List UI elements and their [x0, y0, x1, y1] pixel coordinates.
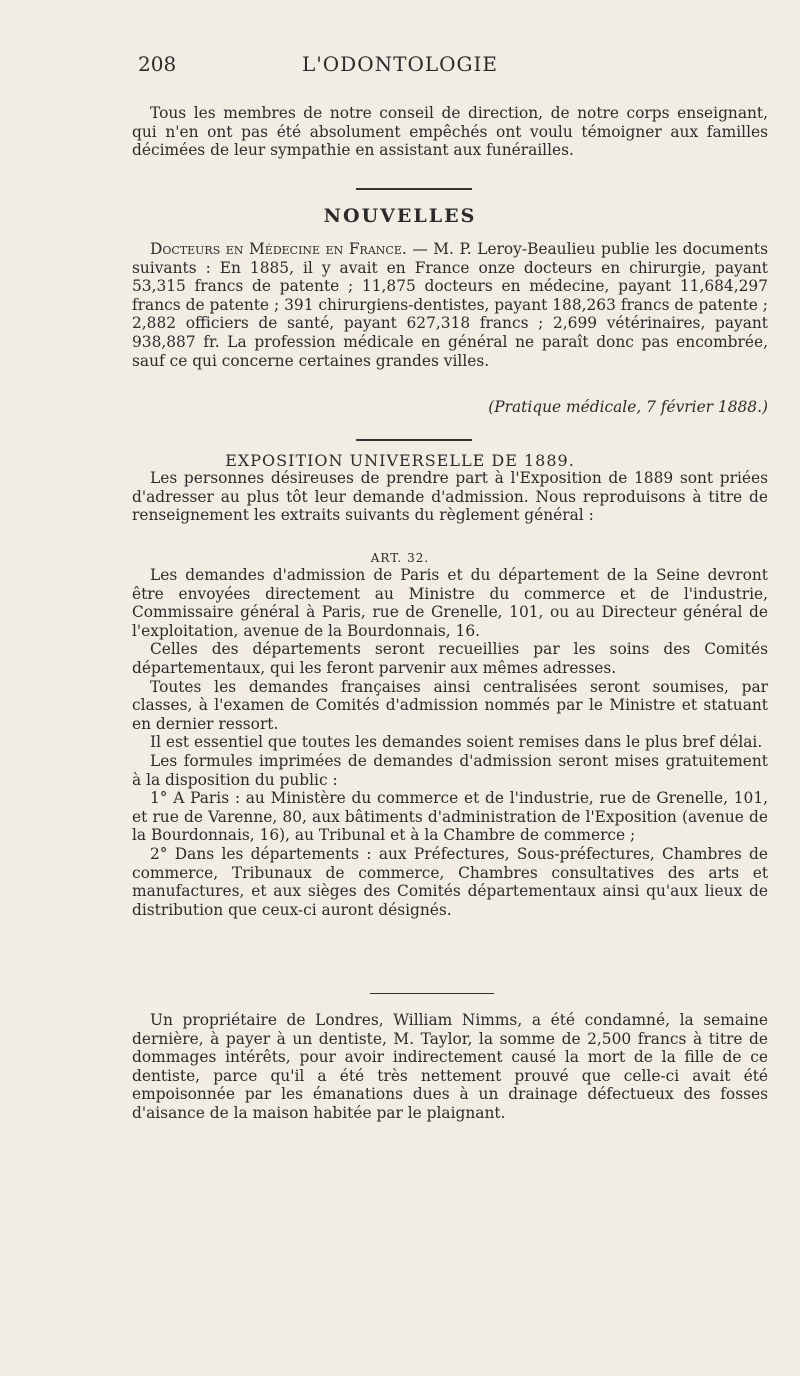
- nouvelles-heading: NOUVELLES: [323, 205, 477, 227]
- exposition-articles: [132, 566, 768, 919]
- exposition-heading: EXPOSITION UNIVERSELLE DE 1889.: [225, 451, 575, 470]
- londres-block: [132, 1011, 768, 1123]
- article-paragraph: Les demandes d'admission de Paris et du département de la Seine devront être envoyées directement au Ministre du commerce et de l'industrie, Commissaire général à Paris, rue de Grenelle, 101, ou au Directeur général de l'exploitation, avenue de la Bourdonnais, 16.: [132, 566, 768, 640]
- exposition-intro-block: [132, 469, 768, 525]
- page-number: 208: [138, 52, 177, 76]
- article-paragraph: 2° Dans les départements : aux Préfectures, Sous-préfectures, Chambres de commerce, Tribunaux de commerce, Chambres consultatives des arts et manufactures, et aux sièges des Comités départementaux ainsi qu'aux lieux de distribution que ceux-ci auront désignés.: [132, 844, 768, 919]
- running-title: L'ODONTOLOGIE: [302, 52, 498, 76]
- separator-rule: [356, 188, 472, 190]
- nouvelles-text: — M. P. Leroy-Beaulieu publie les documents suivants : En 1885, il y avait en France onze docteurs en chirurgie, payant 53,315 francs de patente ; 11,875 docteurs en médecine, payant 11,684,297 francs de patente ; 391 chirurgiens-dentistes, payant 188,263 francs de patente ; 2,882 officiers de santé, payant 627,318 francs ; 2,699 vétérinaires, payant 938,887 fr. La profession médicale en général ne paraît donc pas encombrée, sauf ce qui concerne certaines grandes villes.: [132, 240, 769, 370]
- nouvelles-block: [132, 240, 768, 370]
- article-paragraph: Toutes les demandes françaises ainsi centralisées seront soumises, par classes, à l'examen de Comités d'admission nommés par le Ministre et statuant en dernier ressort.: [132, 677, 768, 733]
- intro-paragraph: Tous les membres de notre conseil de direction, de notre corps enseignant, qui n'en ont pas été absolument empêchés ont voulu témoigner aux familles décimées de leur sympathie en assistant aux funérailles.: [132, 104, 768, 160]
- londres-paragraph: Un propriétaire de Londres, William Nimms, a été condamné, la semaine dernière, à payer à un dentiste, M. Taylor, la somme de 2,500 francs à titre de dommages intérêts, pour avoir indirectement causé la mort de la fille de ce dentiste, parce qu'il a été très nettement prouvé que celle-ci avait été empoisonnée par les émanations dues à un drainage défectueux des fosses d'aisance de la maison habitée par le plaignant.: [132, 1011, 768, 1122]
- nouvelles-source: (Pratique médicale, 7 février 1888.): [488, 398, 768, 416]
- nouvelles-paragraph: [132, 240, 768, 370]
- nouvelles-subhead: Docteurs en Médecine en France.: [150, 240, 407, 258]
- article-paragraph: Celles des départements seront recueillies par les soins des Comités départementaux, qui les feront parvenir aux mêmes adresses.: [132, 640, 768, 677]
- article-paragraph: Les formules imprimées de demandes d'admission seront mises gratuitement à la disposition du public :: [132, 751, 768, 789]
- article-number: ART. 32.: [370, 551, 430, 565]
- separator-rule: [370, 993, 494, 994]
- separator-rule: [356, 439, 472, 441]
- article-paragraph: Il est essentiel que toutes les demandes soient remises dans le plus bref délai.: [150, 733, 763, 752]
- exposition-intro: Les personnes désireuses de prendre part à l'Exposition de 1889 sont priées d'adresser au plus tôt leur demande d'admission. Nous reproduisons à titre de renseignement les extraits suivants du règlement général :: [132, 469, 768, 525]
- article-paragraph: 1° A Paris : au Ministère du commerce et de l'industrie, rue de Grenelle, 101, et rue de Varenne, 80, aux bâtiments d'administration de l'Exposition (avenue de la Bourdonnais, 16), au Tribunal et à la Chambre de commerce ;: [132, 789, 768, 845]
- page-header: [0, 52, 800, 84]
- intro-paragraph-block: [132, 104, 768, 160]
